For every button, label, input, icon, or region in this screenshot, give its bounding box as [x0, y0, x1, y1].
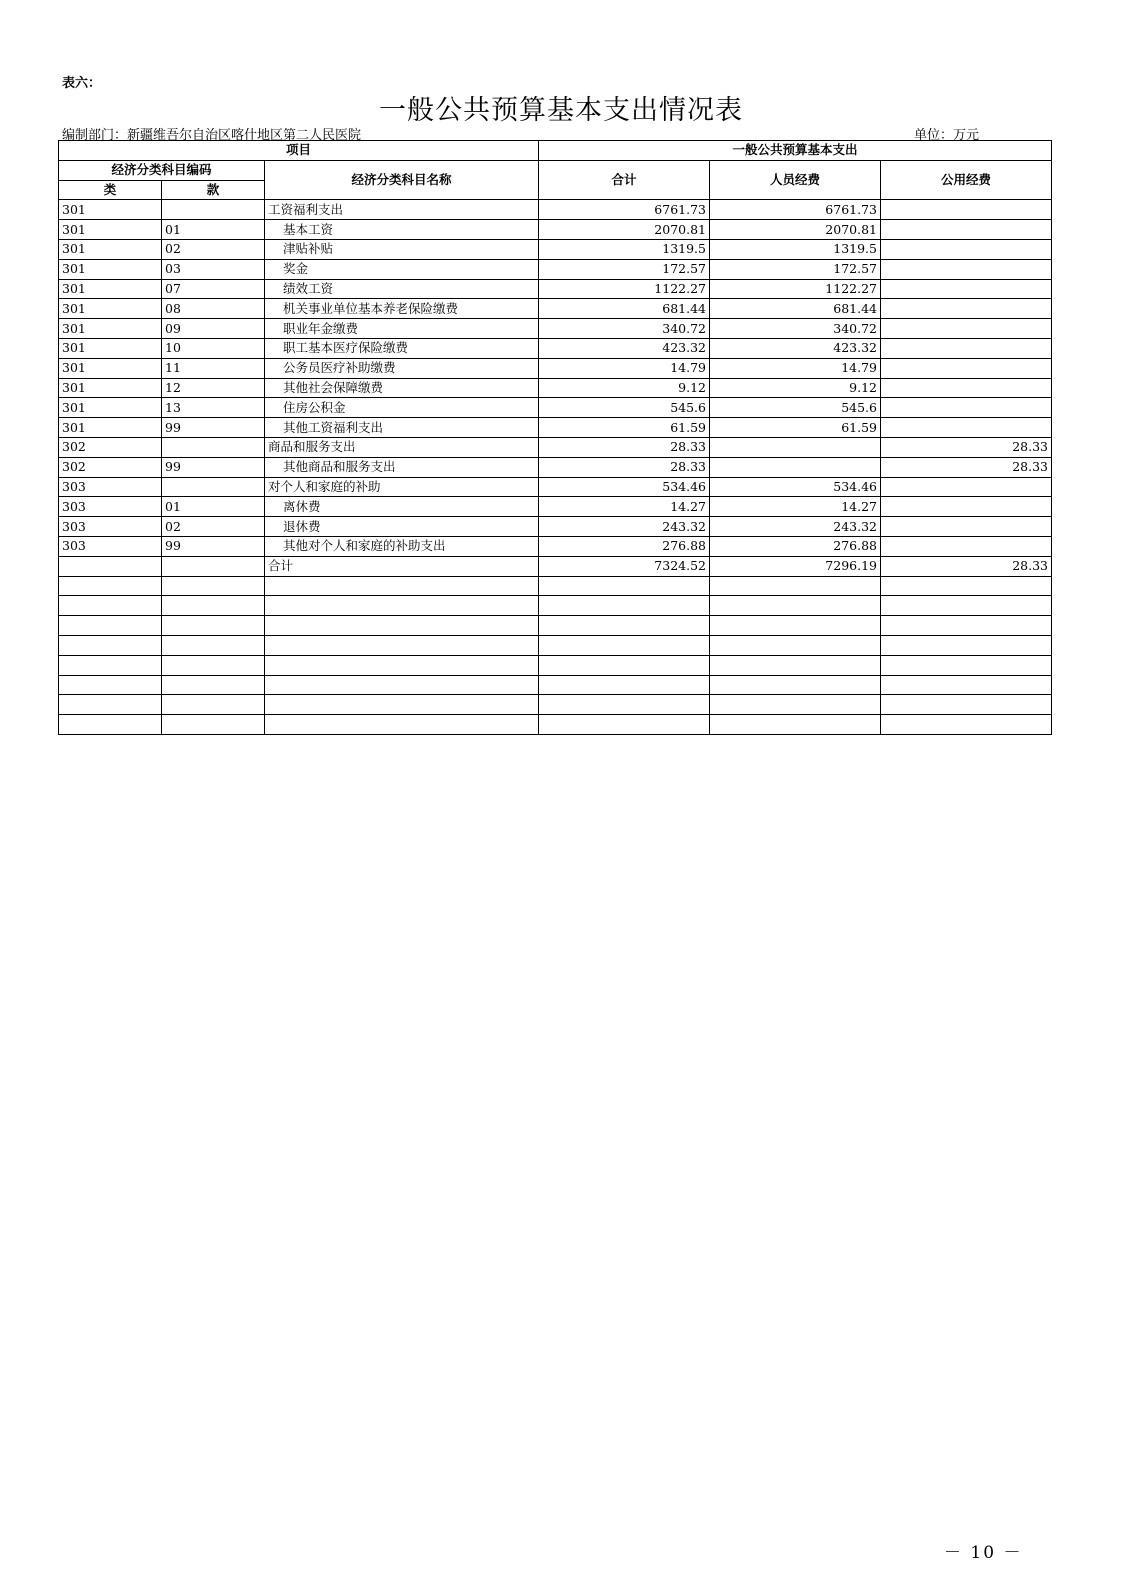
name-cell: 住房公积金	[265, 398, 539, 418]
name-cell	[265, 655, 539, 675]
public-cell	[881, 497, 1052, 517]
item-cell	[162, 556, 265, 576]
category-cell	[59, 596, 162, 616]
category-cell	[59, 675, 162, 695]
item-cell	[162, 655, 265, 675]
table-row	[59, 418, 1052, 438]
item-cell: 10	[162, 338, 265, 358]
personnel-cell: 1319.5	[710, 239, 881, 259]
name-cell	[265, 635, 539, 655]
total-cell: 1122.27	[539, 279, 710, 299]
header-row-1	[59, 141, 1052, 161]
table-row	[59, 378, 1052, 398]
total-cell: 545.6	[539, 398, 710, 418]
category-cell: 301	[59, 418, 162, 438]
personnel-cell: 61.59	[710, 418, 881, 438]
public-cell	[881, 358, 1052, 378]
table-row	[59, 398, 1052, 418]
item-cell: 12	[162, 378, 265, 398]
category-cell: 301	[59, 200, 162, 220]
total-cell	[539, 616, 710, 636]
name-cell: 基本工资	[265, 220, 539, 240]
name-cell: 商品和服务支出	[265, 437, 539, 457]
table-row	[59, 536, 1052, 556]
item-cell: 07	[162, 279, 265, 299]
table-row	[59, 259, 1052, 279]
name-cell: 绩效工资	[265, 279, 539, 299]
public-cell	[881, 299, 1052, 319]
personnel-cell	[710, 715, 881, 735]
item-cell: 99	[162, 536, 265, 556]
category-cell: 301	[59, 259, 162, 279]
public-cell	[881, 279, 1052, 299]
public-cell	[881, 635, 1052, 655]
name-cell: 职业年金缴费	[265, 319, 539, 339]
total-cell: 243.32	[539, 517, 710, 537]
total-cell	[539, 576, 710, 596]
total-cell	[539, 695, 710, 715]
item-cell: 99	[162, 457, 265, 477]
public-cell	[881, 220, 1052, 240]
item-cell	[162, 616, 265, 636]
table-row	[59, 220, 1052, 240]
name-header: 经济分类科目名称	[265, 160, 539, 200]
item-cell: 13	[162, 398, 265, 418]
table-row	[59, 576, 1052, 596]
personnel-cell	[710, 576, 881, 596]
total-cell	[539, 635, 710, 655]
item-cell: 03	[162, 259, 265, 279]
table-row	[59, 517, 1052, 537]
item-cell: 99	[162, 418, 265, 438]
category-cell: 301	[59, 358, 162, 378]
personnel-cell	[710, 596, 881, 616]
budget-table	[58, 140, 1052, 735]
personnel-cell: 2070.81	[710, 220, 881, 240]
category-cell: 302	[59, 457, 162, 477]
name-cell: 其他社会保障缴费	[265, 378, 539, 398]
category-cell	[59, 695, 162, 715]
total-cell: 9.12	[539, 378, 710, 398]
total-cell: 1319.5	[539, 239, 710, 259]
total-cell: 7324.52	[539, 556, 710, 576]
category-cell: 303	[59, 517, 162, 537]
public-cell	[881, 517, 1052, 537]
category-cell: 301	[59, 239, 162, 259]
public-cell	[881, 655, 1052, 675]
table-row	[59, 239, 1052, 259]
item-cell: 01	[162, 220, 265, 240]
personnel-cell	[710, 457, 881, 477]
public-cell	[881, 596, 1052, 616]
category-header: 类	[59, 180, 162, 200]
public-cell	[881, 338, 1052, 358]
public-cell: 28.33	[881, 457, 1052, 477]
name-cell: 退休费	[265, 517, 539, 537]
category-cell	[59, 556, 162, 576]
total-cell	[539, 675, 710, 695]
name-cell	[265, 576, 539, 596]
table-row	[59, 556, 1052, 576]
table-row	[59, 655, 1052, 675]
public-cell: 28.33	[881, 556, 1052, 576]
page-number: － 10 －	[944, 1543, 1023, 1563]
personnel-cell: 423.32	[710, 338, 881, 358]
public-cell	[881, 378, 1052, 398]
personnel-cell: 6761.73	[710, 200, 881, 220]
name-cell: 津贴补贴	[265, 239, 539, 259]
item-cell: 02	[162, 517, 265, 537]
item-cell: 02	[162, 239, 265, 259]
department-label: 编制部门：新疆维吾尔自治区喀什地区第二人民医院	[62, 128, 362, 143]
total-cell: 28.33	[539, 457, 710, 477]
page-title: 一般公共预算基本支出情况表	[379, 95, 743, 126]
table-row	[59, 635, 1052, 655]
public-cell	[881, 398, 1052, 418]
item-cell	[162, 200, 265, 220]
public-cell	[881, 695, 1052, 715]
personnel-cell	[710, 616, 881, 636]
item-cell	[162, 437, 265, 457]
public-cell	[881, 418, 1052, 438]
personnel-cell	[710, 655, 881, 675]
public-cell	[881, 576, 1052, 596]
budget-group-header: 一般公共预算基本支出	[539, 141, 1052, 161]
total-cell: 276.88	[539, 536, 710, 556]
public-cell	[881, 200, 1052, 220]
project-header: 项目	[59, 141, 539, 161]
category-cell: 301	[59, 220, 162, 240]
total-cell	[539, 715, 710, 735]
personnel-cell: 7296.19	[710, 556, 881, 576]
item-cell: 08	[162, 299, 265, 319]
category-cell	[59, 715, 162, 735]
personnel-cell: 14.27	[710, 497, 881, 517]
public-cell: 28.33	[881, 437, 1052, 457]
item-cell	[162, 675, 265, 695]
personnel-cell: 172.57	[710, 259, 881, 279]
category-cell: 301	[59, 319, 162, 339]
category-cell: 301	[59, 279, 162, 299]
name-cell: 合计	[265, 556, 539, 576]
public-cell	[881, 477, 1052, 497]
total-cell: 534.46	[539, 477, 710, 497]
item-cell: 01	[162, 497, 265, 517]
table-row	[59, 497, 1052, 517]
item-cell: 11	[162, 358, 265, 378]
personnel-cell: 1122.27	[710, 279, 881, 299]
public-cell	[881, 536, 1052, 556]
table-row	[59, 437, 1052, 457]
name-cell: 其他商品和服务支出	[265, 457, 539, 477]
total-cell: 6761.73	[539, 200, 710, 220]
category-cell: 303	[59, 497, 162, 517]
table-label: 表六：	[62, 76, 102, 91]
personnel-cell: 14.79	[710, 358, 881, 378]
name-cell: 公务员医疗补助缴费	[265, 358, 539, 378]
name-cell	[265, 695, 539, 715]
category-cell	[59, 616, 162, 636]
table-header	[59, 141, 1052, 200]
table-row	[59, 319, 1052, 339]
name-cell: 其他工资福利支出	[265, 418, 539, 438]
category-cell	[59, 635, 162, 655]
personnel-cell	[710, 437, 881, 457]
total-cell: 172.57	[539, 259, 710, 279]
category-cell: 302	[59, 437, 162, 457]
table-row	[59, 279, 1052, 299]
item-cell	[162, 715, 265, 735]
total-cell: 340.72	[539, 319, 710, 339]
table-row	[59, 358, 1052, 378]
header-row-2	[59, 160, 1052, 180]
item-cell	[162, 596, 265, 616]
name-cell: 对个人和家庭的补助	[265, 477, 539, 497]
personnel-cell: 340.72	[710, 319, 881, 339]
personnel-cell: 534.46	[710, 477, 881, 497]
public-header: 公用经费	[881, 160, 1052, 200]
total-cell: 2070.81	[539, 220, 710, 240]
table-row	[59, 338, 1052, 358]
category-cell: 301	[59, 398, 162, 418]
item-cell	[162, 477, 265, 497]
table-body	[59, 200, 1052, 735]
table-row	[59, 299, 1052, 319]
total-cell: 28.33	[539, 437, 710, 457]
category-cell: 301	[59, 338, 162, 358]
category-cell: 303	[59, 536, 162, 556]
public-cell	[881, 259, 1052, 279]
total-cell	[539, 655, 710, 675]
table-row	[59, 695, 1052, 715]
table-row	[59, 616, 1052, 636]
item-cell	[162, 635, 265, 655]
name-cell: 奖金	[265, 259, 539, 279]
personnel-cell: 9.12	[710, 378, 881, 398]
total-cell: 423.32	[539, 338, 710, 358]
table-row	[59, 457, 1052, 477]
personnel-header: 人员经费	[710, 160, 881, 200]
name-cell	[265, 675, 539, 695]
category-cell: 301	[59, 378, 162, 398]
total-cell: 14.27	[539, 497, 710, 517]
public-cell	[881, 239, 1052, 259]
personnel-cell: 243.32	[710, 517, 881, 537]
unit-label: 单位：万元	[914, 128, 980, 143]
personnel-cell: 681.44	[710, 299, 881, 319]
personnel-cell: 276.88	[710, 536, 881, 556]
name-cell: 工资福利支出	[265, 200, 539, 220]
name-cell: 职工基本医疗保险缴费	[265, 338, 539, 358]
item-header: 款	[162, 180, 265, 200]
table-row	[59, 715, 1052, 735]
category-cell: 303	[59, 477, 162, 497]
category-cell: 301	[59, 299, 162, 319]
item-cell	[162, 576, 265, 596]
total-cell: 14.79	[539, 358, 710, 378]
total-cell: 681.44	[539, 299, 710, 319]
table-row	[59, 596, 1052, 616]
name-cell	[265, 715, 539, 735]
table-row	[59, 477, 1052, 497]
name-cell: 其他对个人和家庭的补助支出	[265, 536, 539, 556]
public-cell	[881, 319, 1052, 339]
item-cell	[162, 695, 265, 715]
personnel-cell: 545.6	[710, 398, 881, 418]
table-row	[59, 200, 1052, 220]
name-cell	[265, 616, 539, 636]
item-cell: 09	[162, 319, 265, 339]
name-cell	[265, 596, 539, 616]
name-cell: 离休费	[265, 497, 539, 517]
public-cell	[881, 675, 1052, 695]
total-cell: 61.59	[539, 418, 710, 438]
total-header: 合计	[539, 160, 710, 200]
name-cell: 机关事业单位基本养老保险缴费	[265, 299, 539, 319]
code-group-header: 经济分类科目编码	[59, 160, 265, 180]
public-cell	[881, 616, 1052, 636]
category-cell	[59, 655, 162, 675]
personnel-cell	[710, 675, 881, 695]
personnel-cell	[710, 635, 881, 655]
public-cell	[881, 715, 1052, 735]
table-row	[59, 675, 1052, 695]
personnel-cell	[710, 695, 881, 715]
category-cell	[59, 576, 162, 596]
total-cell	[539, 596, 710, 616]
